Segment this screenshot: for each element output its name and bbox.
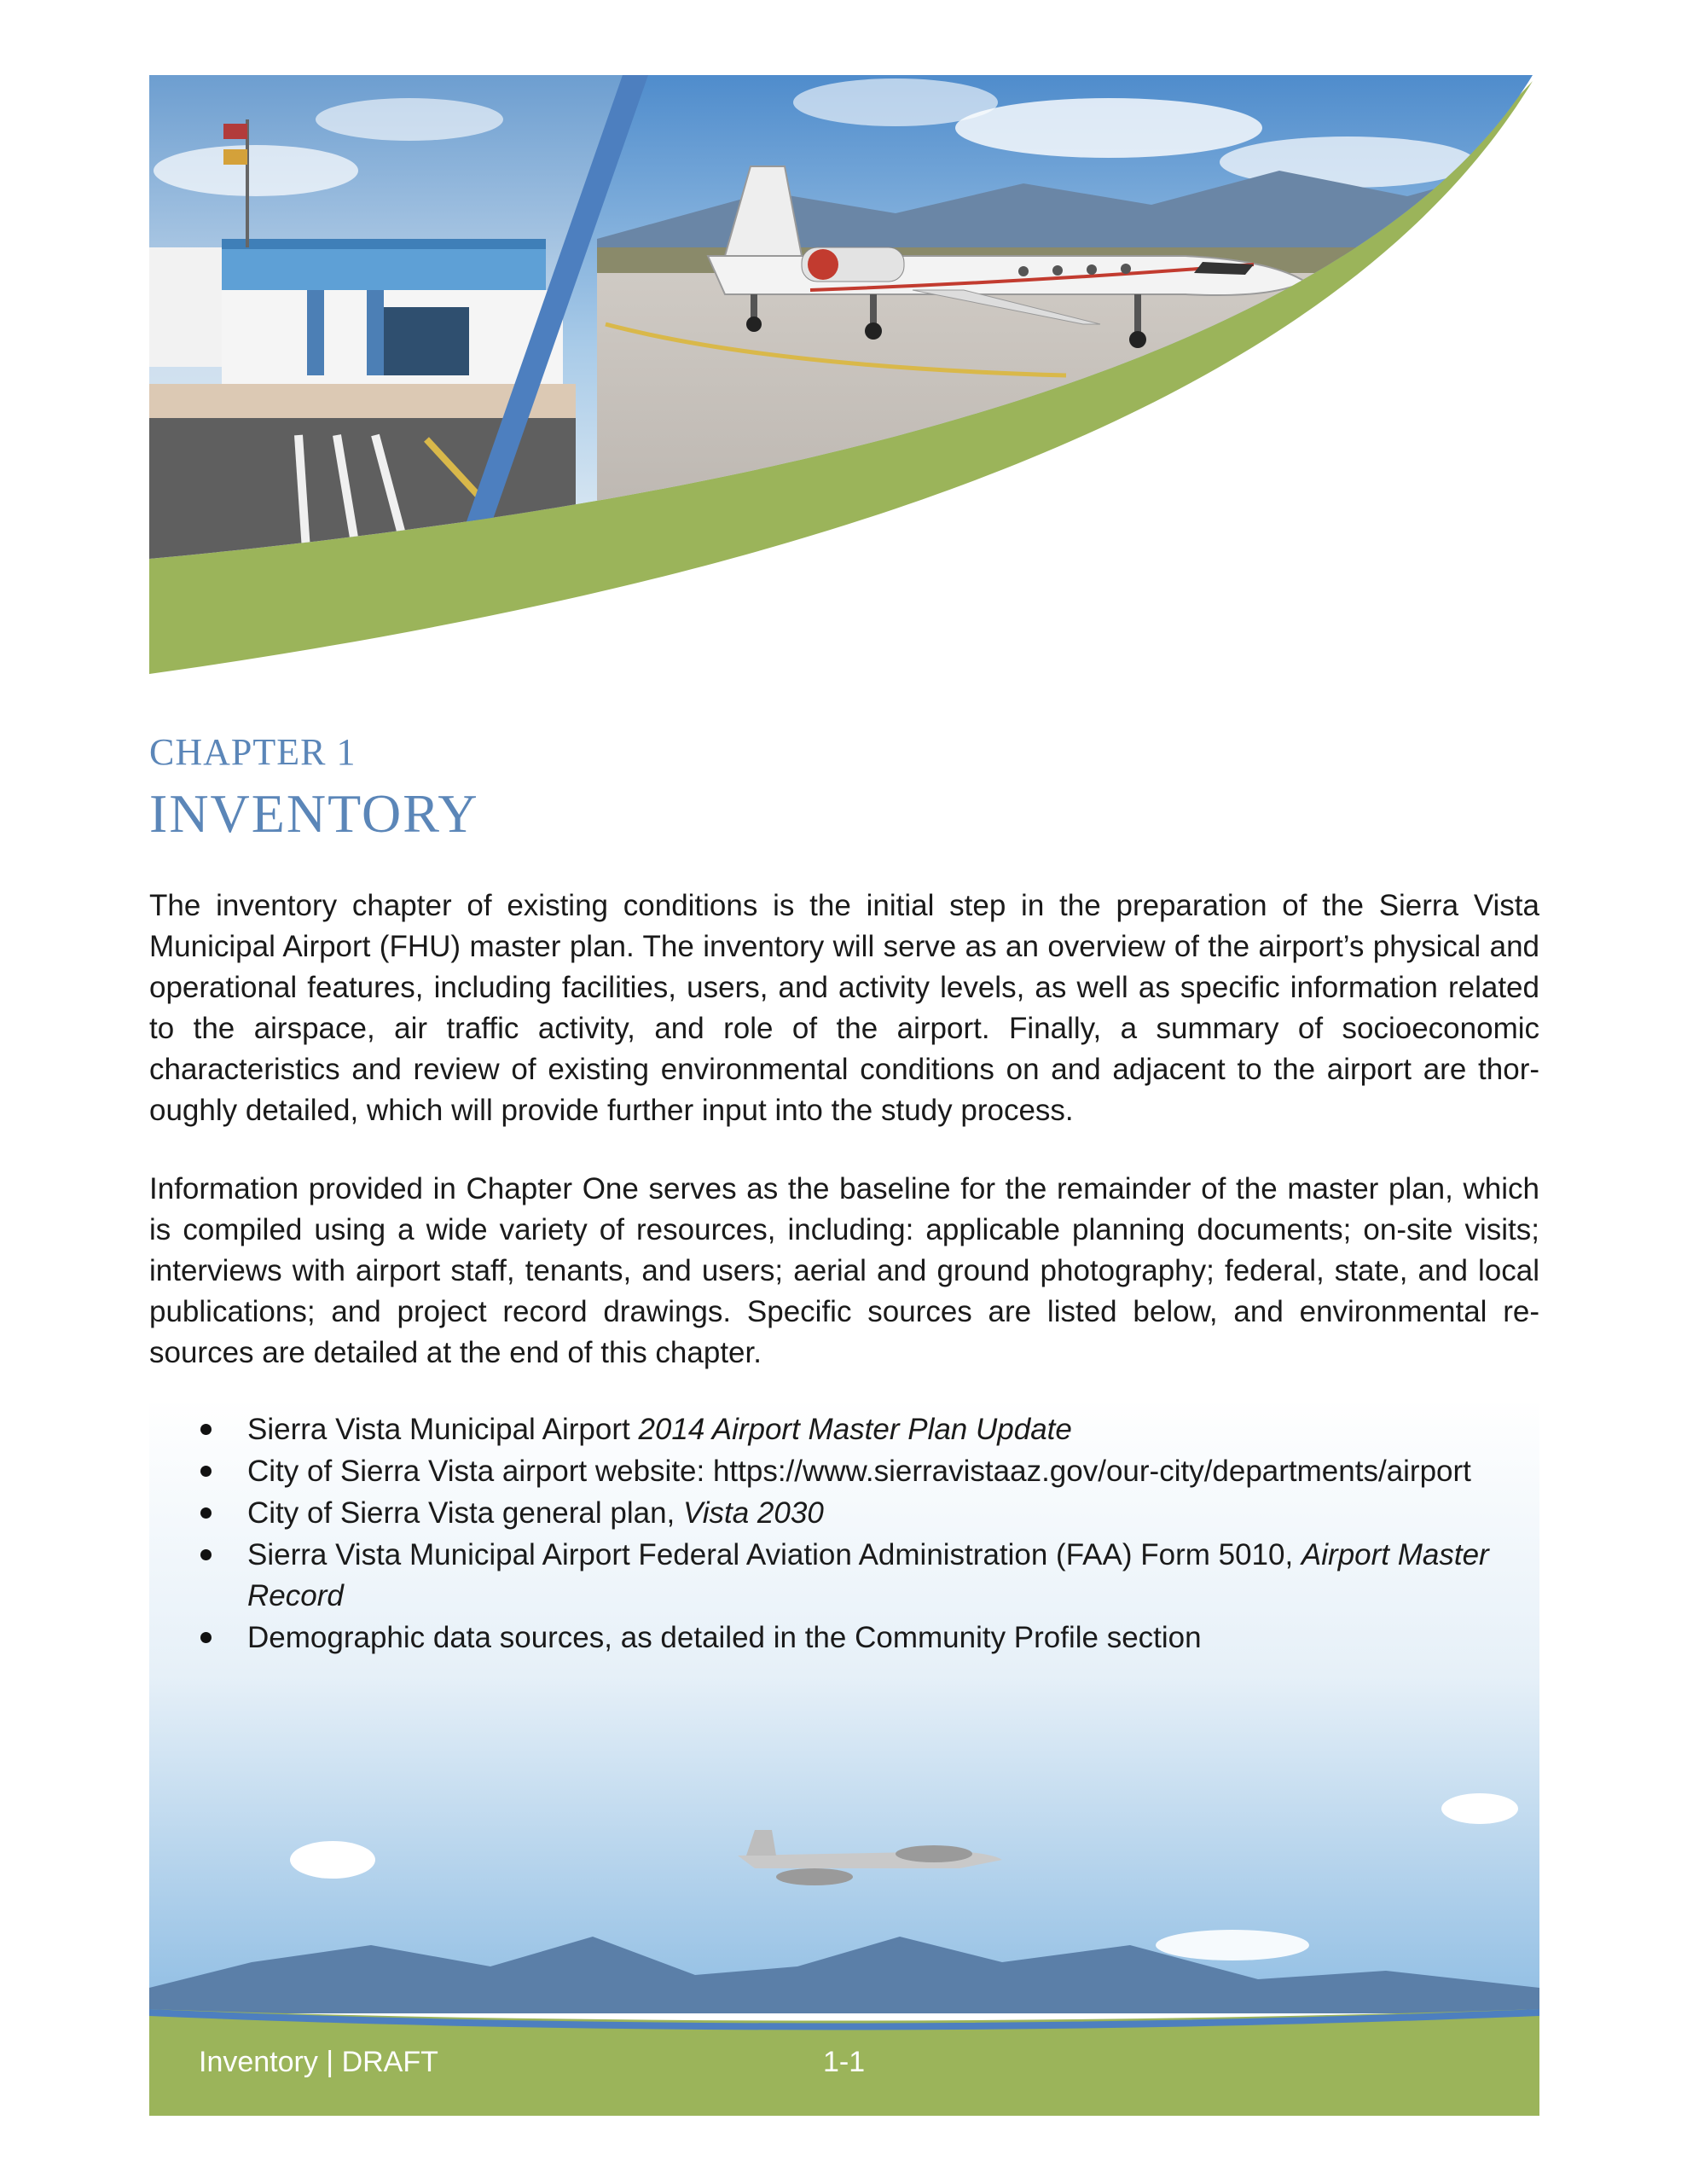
- source-text: City of Sierra Vista airport website: https://www.sierravistaaz.gov/our-city/departments/airport: [247, 1455, 1471, 1488]
- source-title: Airport Master Record: [247, 1538, 1489, 1612]
- bullet-icon: [200, 1549, 212, 1560]
- bullet-icon: [200, 1632, 212, 1643]
- list-item: [149, 1535, 1548, 1617]
- sources-list: [149, 1409, 1548, 1659]
- source-text: Sierra Vista Municipal Airport Federal Aviation Administration (FAA) Form 5010,: [247, 1538, 1301, 1571]
- hero-banner: [0, 0, 1687, 700]
- source-text: City of Sierra Vista general plan,: [247, 1496, 684, 1530]
- page-number: 1-1: [823, 2046, 866, 2078]
- source-title: Vista 2030: [683, 1496, 824, 1530]
- source-title: 2014 Airport Master Plan Update: [638, 1413, 1072, 1446]
- sources-paragraph: Information provided in Chapter One serves as the baseline for the remainder of the master plan, which is compiled using a wide variety of resources, including: applicable planning documents; on-site visits; interviews with airport staff, tenants, and users; aerial and ground photography; federal, state, and local publications; and project record drawings. Specific sources are listed below, and environmental re-sources are detailed at the end of this chapter.: [149, 1172, 1539, 1369]
- chapter-heading: [149, 731, 479, 844]
- chapter-title: INVENTORY: [149, 783, 479, 844]
- footer-label: Inventory | DRAFT: [199, 2046, 438, 2078]
- bullet-icon: [200, 1424, 212, 1435]
- chapter-label: CHAPTER 1: [149, 731, 357, 773]
- list-item: [149, 1451, 1548, 1492]
- source-text: Demographic data sources, as detailed in the Community Profile section: [247, 1621, 1202, 1654]
- source-text: Sierra Vista Municipal Airport: [247, 1413, 639, 1446]
- list-item: [149, 1618, 1548, 1658]
- list-item: [149, 1493, 1548, 1534]
- bullet-icon: [200, 1507, 212, 1519]
- intro-paragraph: The inventory chapter of existing conditions is the initial step in the preparation of the Sierra Vista Municipal Airport (FHU) master plan. The inventory will serve as an overview of the airport’s physical and operational features, including facilities, users, and activity levels, as well as specific information related to the airspace, air traffic activity, and role of the airport. Finally, a summary of socioeconomic characteristics and review of existing environmental conditions on and adjacent to the airport are thor-oughly detailed, which will provide further input into the study process.: [149, 889, 1539, 1127]
- list-item: [149, 1409, 1548, 1450]
- bullet-icon: [200, 1466, 212, 1477]
